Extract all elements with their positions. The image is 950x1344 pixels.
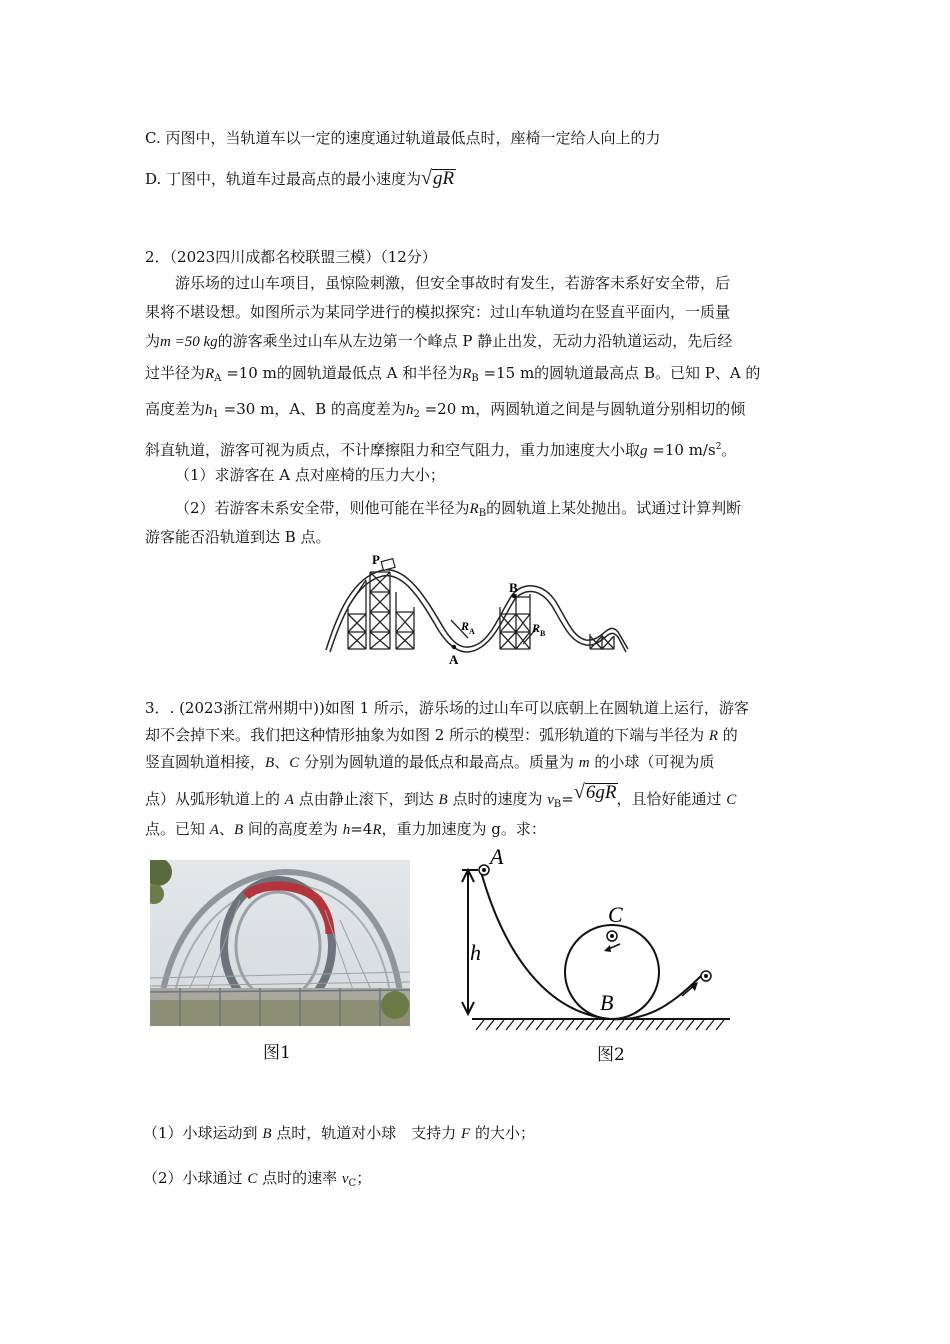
q3-l3-d: 的小球（可视为质 bbox=[589, 753, 715, 771]
q3-sub1-f: F bbox=[461, 1126, 471, 1142]
point-a-dot bbox=[452, 645, 456, 649]
label-rb-sub: B bbox=[540, 629, 546, 638]
q1-option-d bbox=[145, 168, 454, 190]
q3-sub1-c: 的大小； bbox=[470, 1124, 535, 1142]
q3-l2-r: R bbox=[708, 728, 719, 744]
q3-l3-a: 竖直圆轨道相接， bbox=[145, 753, 266, 771]
q3-sub2-c-var: C bbox=[247, 1171, 258, 1187]
q3-l4-d: ，且恰好能通过 bbox=[616, 790, 727, 808]
q3-l2-a: 却不会掉下来。我们把这种情形抽象为如图 2 所示的模型：弧形轨道的下端与半径为 bbox=[145, 726, 709, 744]
q2-sub2-a: （2）若游客未系安全带，则他可能在半径为 bbox=[175, 499, 470, 517]
arrow-c-icon bbox=[604, 945, 611, 952]
q3-l3 bbox=[145, 751, 714, 774]
q2-p4 bbox=[145, 362, 760, 390]
q3-l5-b-var: B bbox=[233, 822, 244, 838]
sqrt-gR: √ gR bbox=[421, 167, 455, 189]
sqrt-gR-expr: gR bbox=[433, 168, 455, 189]
q3-l4-a-var: A bbox=[284, 792, 294, 808]
label-b: B bbox=[509, 580, 518, 595]
label-p: P bbox=[372, 552, 380, 567]
q3-sub2 bbox=[143, 1167, 371, 1195]
figure1-photo bbox=[150, 860, 410, 1026]
q3-l4-a: 点）从弧形轨道上的 bbox=[145, 790, 285, 808]
q3-sub1 bbox=[143, 1122, 535, 1145]
q3-l2 bbox=[145, 724, 738, 747]
q2-p4-b: 的圆轨道最低点 A 和半径为 bbox=[276, 364, 463, 382]
q2-sub2-r-sub: B bbox=[478, 508, 487, 519]
label-ra-sub: A bbox=[469, 627, 475, 636]
q2-sub2-b: 的圆轨道上某处抛出。试通过计算判断 bbox=[486, 499, 742, 517]
fig2-label-h: h bbox=[470, 940, 481, 965]
q2-ra: R bbox=[205, 366, 215, 382]
q2-ra-val: =10 m bbox=[221, 364, 277, 382]
q2-h1-val: =30 m bbox=[218, 400, 275, 418]
q2-p6 bbox=[145, 436, 736, 462]
q2-p5-a: 高度差为 bbox=[145, 400, 206, 418]
q2-p6-a: 斜直轨道，游客可视为质点，不计摩擦阻力和空气阻力，重力加速度大小取 bbox=[145, 441, 641, 459]
q3-sub2-c: ； bbox=[356, 1169, 372, 1187]
q3-l2-b: 的 bbox=[718, 726, 738, 744]
q3-l1: 3．. (2023浙江常州期中))如图 1 所示，游乐场的过山车可以底朝上在圆轨道上运行，游客 bbox=[145, 699, 749, 717]
q3-sub2-v: v bbox=[341, 1171, 349, 1187]
q3-l5 bbox=[145, 818, 546, 841]
q3-l4-eq: = bbox=[561, 790, 574, 808]
fig2-label-b: B bbox=[600, 990, 614, 1015]
q2-sub1: （1）求游客在 A 点对座椅的压力大小； bbox=[175, 466, 445, 484]
q1-option-d-text: D. 丁图中，轨道车过最高点的最小速度为 bbox=[145, 170, 422, 188]
q3-l5-h: h bbox=[342, 822, 351, 838]
q2-rb-sub: B bbox=[471, 373, 479, 384]
q2-p2: 果将不堪设想。如图所示为某同学进行的模拟探究：过山车轨道均在竖直平面内，一质量 bbox=[145, 303, 731, 321]
q3-l4-v: v bbox=[547, 792, 554, 808]
q3-l4 bbox=[145, 781, 737, 816]
q2-h2-sub: 2 bbox=[413, 409, 420, 420]
q3-sub2-b: 点时的速率 bbox=[257, 1169, 342, 1187]
q2-g-val: =10 m/s bbox=[647, 441, 716, 459]
q2-sub2-r: R bbox=[469, 501, 479, 517]
q3-l4-vsub: B bbox=[553, 799, 562, 810]
q1-option-c: C. 丙图中，当轨道车以一定的速度通过轨道最低点时，座椅一定给人向上的力 bbox=[145, 129, 661, 147]
q2-g: g bbox=[640, 443, 648, 459]
q2-p4-c: 的圆轨道最高点 B。已知 P、A 的 bbox=[534, 364, 761, 382]
q3-l4-b-var: B bbox=[438, 792, 448, 808]
q3-l3-m: m bbox=[578, 755, 590, 771]
q3-l5-e: ，重力加速度为 g。求： bbox=[381, 820, 546, 838]
label-a: A bbox=[449, 652, 459, 667]
q2-h2-val: =20 m bbox=[419, 400, 476, 418]
q3-l3-c-var: C bbox=[289, 755, 300, 771]
figure2-diagram bbox=[460, 842, 740, 1032]
q3-l5-r: R bbox=[372, 822, 382, 838]
q3-l5-a: 点。已知 bbox=[145, 820, 210, 838]
q3-l3-sep: 、 bbox=[274, 753, 290, 771]
q2-p3 bbox=[145, 330, 732, 353]
q2-ra-sub: A bbox=[214, 373, 222, 384]
q2-p6-b: 。 bbox=[721, 441, 737, 459]
q2-header: 2．（2023四川成都名校联盟三模）（12分） bbox=[145, 248, 437, 266]
q3-l4-c: 点时的速度为 bbox=[447, 790, 548, 808]
q2-p5-c: ，两圆轨道之间是与圆轨道分别相切的倾 bbox=[475, 400, 746, 418]
q2-h1-sub: 1 bbox=[212, 409, 219, 420]
q2-h1: h bbox=[205, 402, 213, 418]
sqrt-6gR-expr: 6gR bbox=[585, 782, 617, 803]
q2-rb-val: =15 m bbox=[478, 364, 535, 382]
q2-mass: m =50 kg bbox=[160, 334, 218, 350]
q2-sub2 bbox=[175, 497, 741, 525]
q2-p5-b: ，A、B 的高度差为 bbox=[274, 400, 406, 418]
q3-l5-sep: 、 bbox=[218, 820, 234, 838]
fig2-label-a: A bbox=[490, 844, 504, 869]
q3-l5-d: =4 bbox=[350, 820, 373, 838]
q2-p3-b: 的游客乘坐过山车从左边第一个峰点 P 静止出发，无动力沿轨道运动，先后经 bbox=[217, 332, 733, 350]
q2-g-sup: 2 bbox=[715, 442, 722, 452]
q3-sub1-a: （1）小球运动到 bbox=[143, 1124, 263, 1142]
q2-p3-a: 为 bbox=[145, 332, 161, 350]
q2-rb: R bbox=[462, 366, 472, 382]
q2-h2: h bbox=[405, 402, 414, 418]
q2-p1: 游乐场的过山车项目，虽惊险刺激，但安全事故时有发生，若游客未系好安全带，后 bbox=[175, 274, 731, 292]
q3-l5-c: 间的高度差为 bbox=[243, 820, 343, 838]
q3-l3-c: 分别为圆轨道的最低点和最高点。质量为 bbox=[299, 753, 579, 771]
q3-sub1-b-var: B bbox=[262, 1126, 272, 1142]
label-ra: R bbox=[461, 619, 470, 633]
q2-p5 bbox=[145, 398, 745, 426]
q2-p4-a: 过半径为 bbox=[145, 364, 206, 382]
q3-sub1-b: 点时，轨道对小球 支持力 bbox=[271, 1124, 462, 1142]
fig2-label-c: C bbox=[608, 902, 623, 927]
q3-l5-a-var: A bbox=[209, 822, 219, 838]
figure1-caption: 图1 bbox=[263, 1043, 291, 1063]
roller-coaster-diagram bbox=[318, 552, 638, 670]
sqrt-6gR: √ 6gR bbox=[573, 781, 617, 803]
q3-sub2-a: （2）小球通过 bbox=[143, 1169, 248, 1187]
coaster-car-icon bbox=[381, 559, 395, 571]
figure2-caption: 图2 bbox=[597, 1045, 625, 1065]
q3-l3-b-var: B bbox=[265, 755, 275, 771]
q3-l4-c-var: C bbox=[726, 792, 737, 808]
q3-l4-b: 点由静止滚下，到达 bbox=[293, 790, 439, 808]
q2-sub2-cont: 游客能否沿轨道到达 B 点。 bbox=[145, 528, 331, 546]
label-rb: R bbox=[532, 621, 541, 635]
q3-sub2-vsub: C bbox=[348, 1178, 357, 1189]
